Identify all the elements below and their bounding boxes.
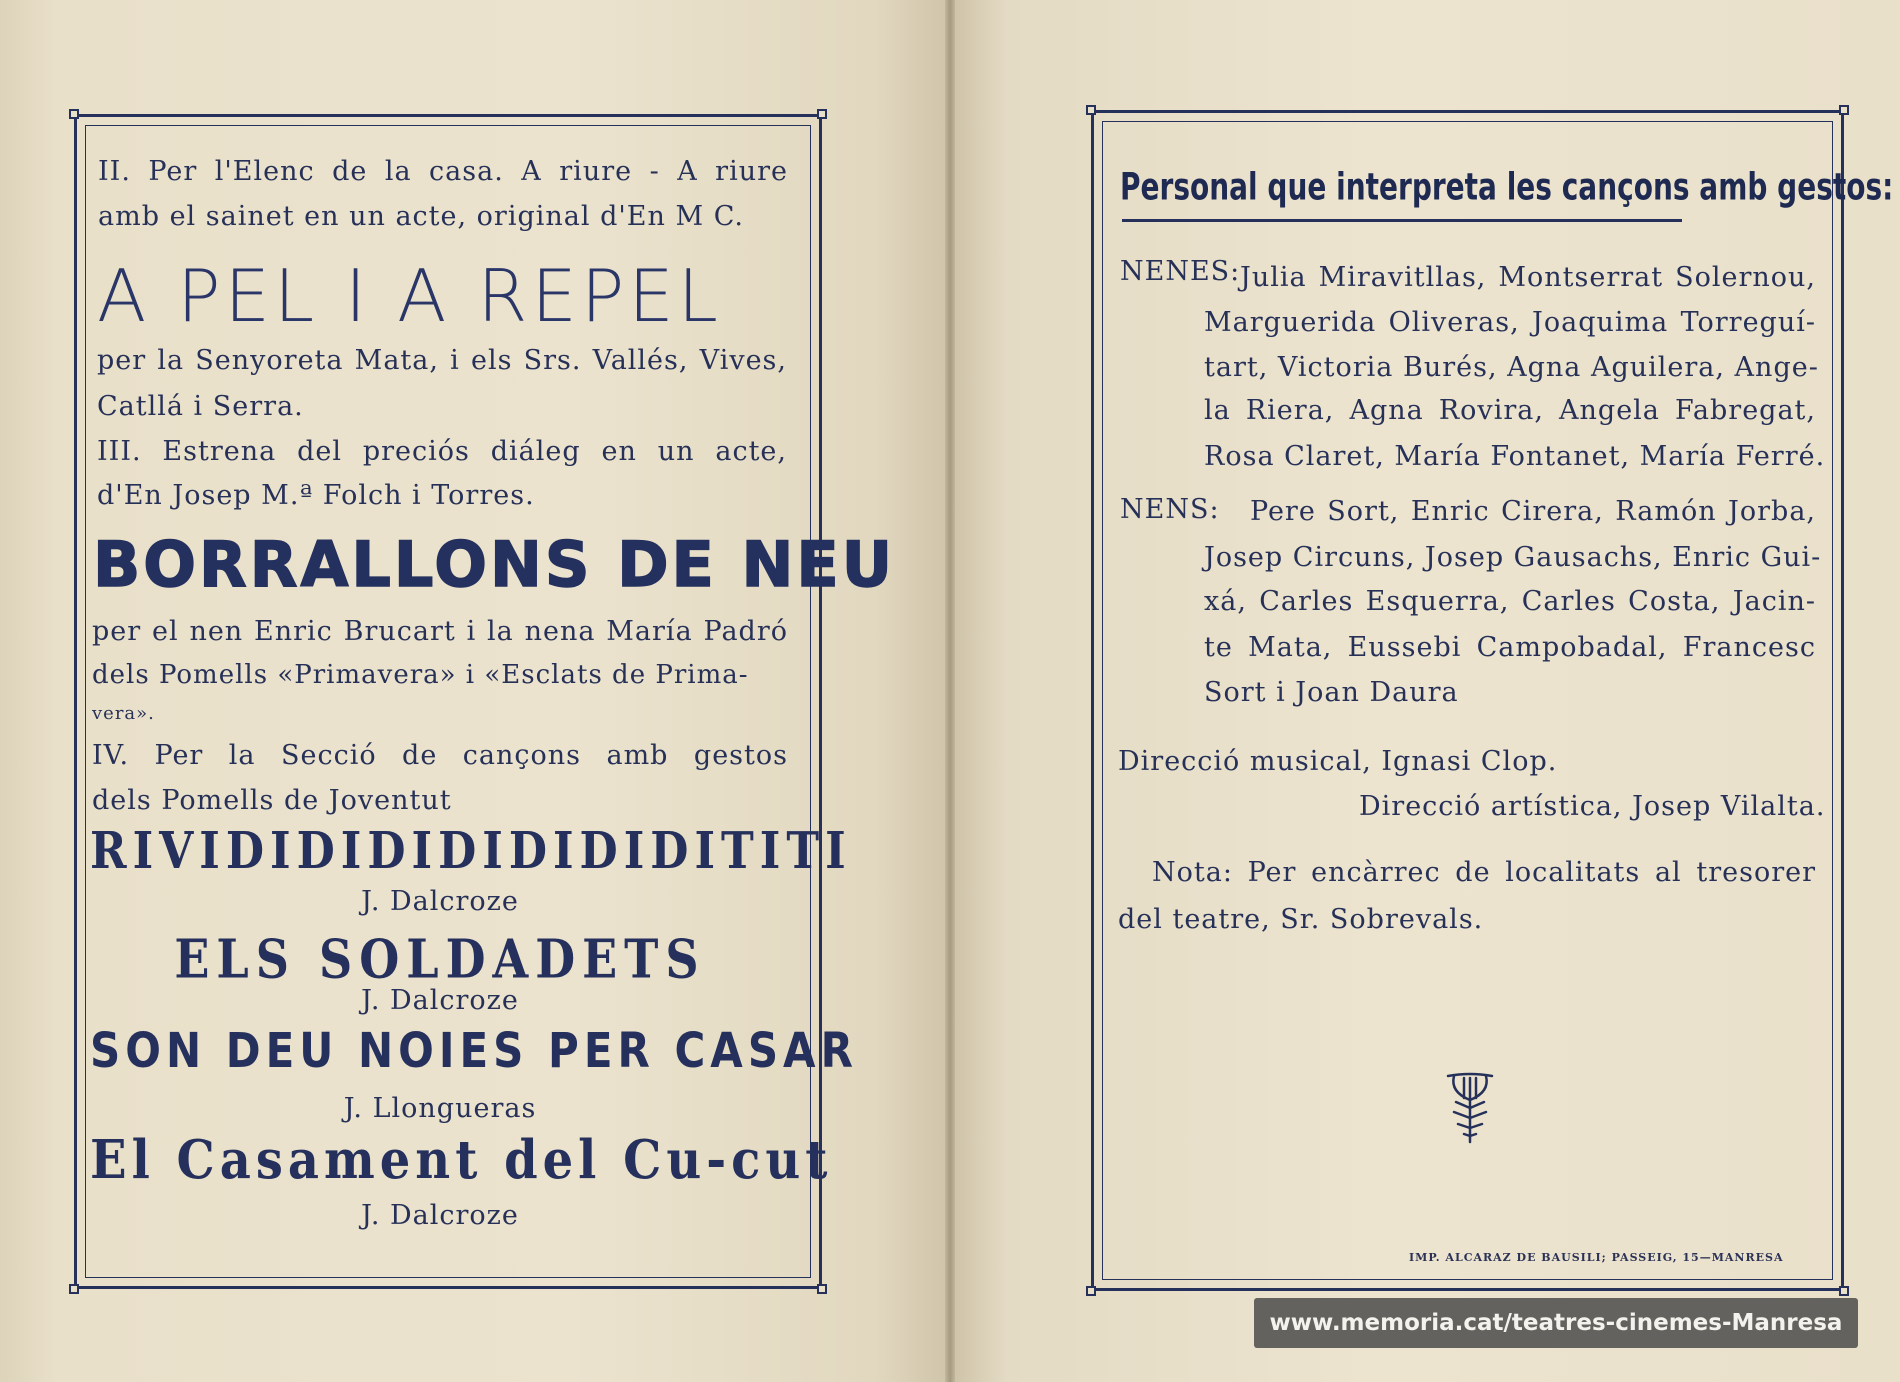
item4-line1: IV. Per la Secció de cançons amb gestos [92, 740, 788, 771]
nenes-line1: Julia Miravitllas, Montserrat Solernou, [1240, 262, 1816, 293]
item3-line1: III. Estrena del preciós diáleg en un acte, [97, 436, 787, 467]
nenes-line2: Marguerida Oliveras, Joaquima Torreguí- [1204, 307, 1816, 338]
nenes-line4: la Riera, Agna Rovira, Angela Fabregat, [1204, 395, 1816, 426]
printer-imprint: IMP. ALCARAZ DE BAUSILI; PASSEIG, 15—MANRESA [1409, 1251, 1784, 1264]
nens-line3: xá, Carles Esquerra, Carles Costa, Jacin- [1204, 586, 1816, 617]
artistic-direction: Direcció artística, Josep Vilalta. [1359, 791, 1826, 822]
item2-line2: amb el sainet en un acte, original d'En M C. [98, 201, 744, 232]
play2-cast-line2: dels Pomells «Primavera» i «Esclats de Prima- [92, 660, 749, 690]
nens-line4: te Mata, Eussebi Campobadal, Francesc [1204, 632, 1816, 663]
song-1-composer: J. Dalcroze [361, 886, 519, 917]
nens-line1: Pere Sort, Enric Cirera, Ramón Jorba, [1250, 496, 1816, 527]
song-1-title: RIVIDIDIDIDIDIDIDITITI [90, 822, 852, 881]
nens-line5: Sort i Joan Daura [1204, 677, 1459, 708]
song-4-title: El Casament del Cu-cut [90, 1128, 833, 1192]
song-4-composer: J. Dalcroze [361, 1200, 519, 1231]
play2-title: BORRALLONS DE NEU [93, 528, 896, 601]
play1-title: A PEL I A REPEL [97, 254, 722, 338]
nenes-line3: tart, Victoria Burés, Agna Aguilera, Ange- [1204, 352, 1819, 383]
play1-cast-line1: per la Senyoreta Mata, i els Srs. Vallés, Vives, [97, 345, 787, 376]
nenes-line5: Rosa Claret, María Fontanet, María Ferré. [1204, 441, 1826, 472]
song-3-composer: J. Llongueras [343, 1093, 537, 1124]
center-fold [945, 0, 955, 1382]
nens-line2: Josep Circuns, Josep Gausachs, Enric Gui- [1204, 542, 1822, 573]
item3-line2: d'En Josep M.ª Folch i Torres. [97, 480, 535, 511]
cast-list-title: Personal que interpreta les cançons amb gestos: [1120, 164, 1894, 209]
lyre-ornament-icon [1440, 1070, 1500, 1150]
item4-line2: dels Pomells de Joventut [92, 785, 452, 816]
play1-cast-line2: Catllá i Serra. [97, 391, 304, 422]
nenes-label: NENES: [1120, 256, 1241, 287]
note-line1: Nota: Per encàrrec de localitats al tresorer [1152, 857, 1816, 888]
song-3-title: SON DEU NOIES PER CASAR [90, 1022, 858, 1079]
play2-cast-line3: vera». [92, 703, 155, 724]
musical-direction: Direcció musical, Ignasi Clop. [1118, 746, 1558, 777]
note-line2: del teatre, Sr. Sobrevals. [1118, 904, 1484, 935]
nens-label: NENS: [1120, 494, 1220, 525]
title-underline [1122, 219, 1682, 222]
item2-line1: II. Per l'Elenc de la casa. A riure - A riure [98, 156, 788, 187]
song-2-title: ELS SOLDADETS [174, 927, 706, 991]
song-2-composer: J. Dalcroze [361, 985, 519, 1016]
watermark-url: www.memoria.cat/teatres-cinemes-Manresa [1254, 1298, 1858, 1348]
play2-cast-line1: per el nen Enric Brucart i la nena María Padró [92, 616, 788, 647]
